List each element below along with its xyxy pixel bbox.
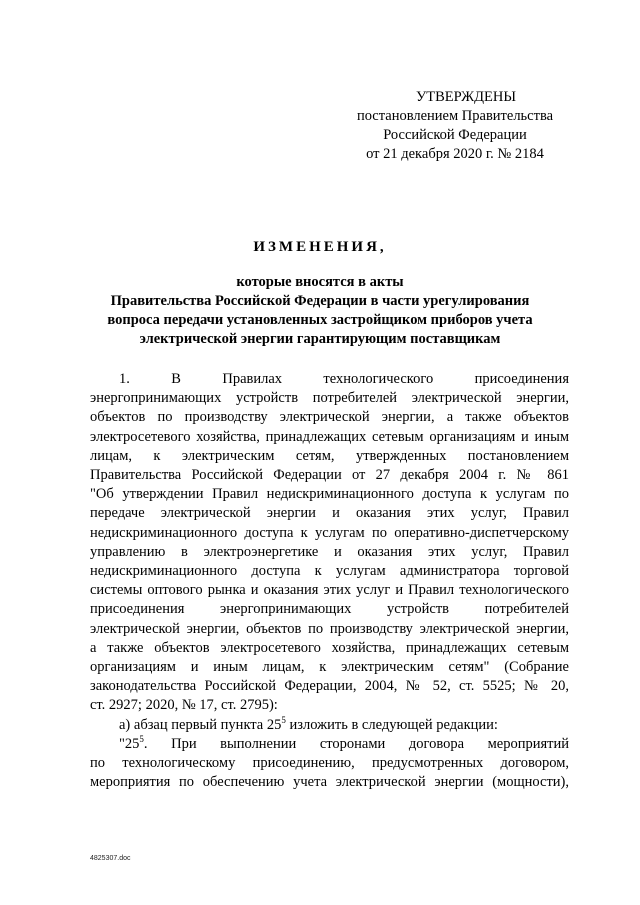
superscript: 5 (139, 734, 144, 745)
paragraph-1-line: Правительства Российской Федерации от 27 декабря 2004 г. № 861 (90, 467, 569, 484)
paragraph-3-quote-start: "25 (119, 735, 140, 752)
approval-line-2: Российской Федерации (383, 127, 527, 143)
paragraph-1-line: лицам, к электрическим сетям, утвержденных постановлением (90, 447, 569, 464)
paragraph-2 (90, 716, 569, 735)
paragraph-1-line: недискриминационного доступа к услугам по оперативно-диспетчерскому (90, 524, 569, 541)
approval-block (345, 88, 565, 164)
paragraph-3-line: мероприятия по обеспечению учета электрической энергии (мощности), (90, 774, 569, 791)
paragraph-1-line: энергопринимающих устройств потребителей электрической энергии, (90, 390, 569, 407)
paragraph-1 (90, 370, 569, 716)
paragraph-1-line: законодательства Российской Федерации, 2004, № 52, ст. 5525; № 20, (90, 678, 569, 695)
heading-line-4: электрической энергии гарантирующим поставщикам (139, 331, 501, 347)
paragraph-1-line: объектов по производству электрической энергии, а также объектов (90, 409, 569, 426)
paragraph-3-line (90, 735, 569, 754)
heading-line-1: которые вносятся в акты (236, 274, 404, 290)
paragraph-1-line: передаче электрической энергии и оказания этих услуг, Правил (90, 505, 569, 522)
paragraph-1-line: 1. В Правилах технологического присоединения (119, 371, 569, 387)
paragraph-1-line: присоединения энергопринимающих устройств потребителей (90, 601, 569, 618)
paragraph-1-line: "Об утверждении Правил недискриминационного доступа к услугам по (90, 486, 569, 503)
document-file-id: 4825307.doc (90, 855, 131, 862)
paragraph-2-text-before: а) абзац первый пункта 25 (119, 716, 282, 733)
document-heading (70, 238, 570, 349)
document-title: ИЗМЕНЕНИЯ, (253, 239, 387, 255)
paragraph-1-line: ст. 2927; 2020, № 17, ст. 2795): (90, 697, 278, 714)
paragraph-1-line: электрической энергии, объектов по производству электрической энергии, (90, 620, 569, 637)
paragraph-1-line: организациям и иным лицам, к электрическим сетям" (Собрание (90, 659, 569, 676)
paragraph-3-text: . При выполнении сторонами договора мероприятий (143, 735, 569, 752)
paragraph-3 (90, 735, 569, 793)
paragraph-1-line: системы оптового рынка и оказания этих услуг и Правил технологического (90, 582, 569, 599)
approved-label: УТВЕРЖДЕНЫ (415, 89, 517, 105)
paragraph-2-line (90, 716, 569, 735)
heading-line-2: Правительства Российской Федерации в части урегулирования (110, 293, 530, 309)
superscript: 5 (281, 714, 286, 725)
approval-line-1: постановлением Правительства (356, 108, 554, 124)
heading-line-3: вопроса передачи установленных застройщиком приборов учета (107, 312, 533, 328)
paragraph-1-line: управлению в электроэнергетике и оказания этих услуг, Правил (90, 543, 569, 560)
approval-line-3: от 21 декабря 2020 г. № 2184 (366, 146, 544, 162)
paragraph-2-text-after: изложить в следующей редакции: (285, 716, 498, 733)
document-body (90, 370, 569, 792)
paragraph-1-line: а также объектов электросетевого хозяйства, принадлежащих сетевым (90, 639, 569, 656)
paragraph-1-line: недискриминационного доступа к услугам администратора торговой (90, 563, 569, 580)
paragraph-3-line: по технологическому присоединению, предусмотренных договором, (90, 755, 569, 772)
paragraph-1-line: электросетевого хозяйства, принадлежащих сетевым организациям и иным (90, 428, 569, 445)
